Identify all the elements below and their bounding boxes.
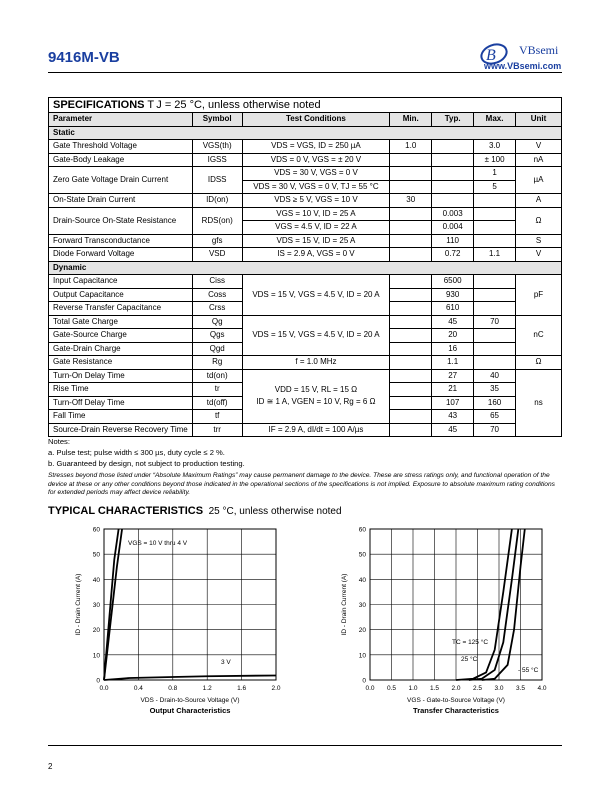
- y-tick-label: 40: [92, 576, 100, 584]
- chart-annotation: VGS = 10 V thru 4 V: [128, 540, 188, 547]
- specifications-table: [48, 97, 562, 437]
- y-axis-label: ID - Drain Current (A): [75, 573, 82, 636]
- x-tick-label: 0.5: [386, 685, 397, 692]
- table-row: Gate-Source Charge Qgs 20: [49, 329, 562, 343]
- chart-title: Output Characteristics: [149, 706, 231, 715]
- y-tick-label: 50: [358, 551, 366, 559]
- y-tick-label: 0: [362, 677, 366, 685]
- y-tick-label: 60: [92, 526, 100, 534]
- dynamic-section-label: Dynamic: [49, 261, 562, 275]
- y-tick-label: 60: [358, 526, 366, 534]
- x-tick-label: 0.0: [365, 685, 375, 692]
- x-tick-label: 1.0: [408, 685, 418, 692]
- table-row: Gate Threshold Voltage VGS(th) VDS = VGS, ID = 250 µA 1.0 3.0 V: [49, 140, 562, 154]
- svg-text:B: B: [486, 47, 496, 64]
- table-row: Source-Drain Reverse Recovery Time trr IF = 2.9 A, dI/dt = 100 A/µs 45 70: [49, 423, 562, 437]
- x-tick-label: 2.0: [271, 685, 281, 692]
- y-tick-label: 10: [92, 652, 100, 660]
- switching-conditions: VDD = 15 V, RL = 15 Ω ID ≅ 1 A, VGEN = 10 V, Rg = 6 Ω: [242, 369, 390, 423]
- table-row: Input Capacitance Ciss VDS = 15 V, VGS = 4.5 V, ID = 20 A 6500 pF: [49, 275, 562, 289]
- x-axis-label: VDS - Drain-to-Source Voltage (V): [140, 697, 240, 704]
- spec-header-row: Parameter Symbol Test Conditions Min. Typ. Max. Unit: [49, 113, 562, 127]
- chart-annotation: 3 V: [221, 659, 231, 666]
- header-rule: [48, 72, 562, 73]
- x-tick-label: 3.5: [515, 685, 526, 692]
- table-row: Output Capacitance Coss 930: [49, 288, 562, 302]
- x-tick-label: 1.2: [202, 685, 212, 692]
- table-row: Diode Forward Voltage VSD IS = 2.9 A, VGS = 0 V 0.72 1.1 V: [49, 248, 562, 262]
- y-tick-label: 30: [358, 602, 366, 609]
- table-row: On-State Drain Current ID(on) VDS ≥ 5 V, VGS = 10 V 30 A: [49, 194, 562, 208]
- y-tick-label: 10: [358, 652, 366, 660]
- x-tick-label: 0.4: [133, 685, 143, 692]
- static-section-label: Static: [49, 126, 562, 140]
- table-row: Total Gate Charge Qg VDS = 15 V, VGS = 4.5 V, ID = 20 A 45 70 nC: [49, 315, 562, 329]
- series-line-2: [104, 675, 276, 680]
- x-axis-label: VGS - Gate-to-Source Voltage (V): [407, 697, 505, 704]
- logo-url[interactable]: www.VBsemi.com: [484, 61, 562, 71]
- table-row: VGS = 4.5 V, ID = 22 A 0.004: [49, 221, 562, 235]
- x-tick-label: 0.8: [168, 685, 178, 692]
- x-tick-label: 1.5: [429, 685, 440, 692]
- table-row: Fall Time tf 43 65: [49, 410, 562, 424]
- table-row: Gate Resistance Rg f = 1.0 MHz 1.1 Ω: [49, 356, 562, 370]
- table-row: Zero Gate Voltage Drain Current IDSS VDS = 30 V, VGS = 0 V 1 µA: [49, 167, 562, 181]
- notes: Notes: a. Pulse test; pulse width ≤ 300 µs, duty cycle ≤ 2 %. b. Guaranteed by design, not subject to production testing.: [48, 437, 245, 468]
- table-row: Rise Time tr 21 35: [49, 383, 562, 397]
- part-number: 9416M-VB: [48, 49, 120, 66]
- table-row: Forward Transconductance gfs VDS = 15 V, ID = 25 A 110 S: [49, 234, 562, 248]
- x-tick-label: 4.0: [537, 685, 547, 692]
- chart-annotation: TC = 125 °C: [452, 639, 489, 646]
- y-tick-label: 40: [358, 576, 366, 584]
- transfer-characteristics-chart: [318, 524, 562, 729]
- table-row: Gate-Drain Charge Qgd 16: [49, 342, 562, 356]
- spec-title: SPECIFICATIONS T J = 25 °C, unless otherwise noted: [49, 98, 562, 113]
- y-tick-label: 20: [358, 627, 366, 635]
- footer-rule: [48, 745, 562, 746]
- disclaimer: Stresses beyond those listed under “Absolute Maximum Ratings” may cause permanent damage to the device. These are stress ratings only, and functional operation of the device at these or any other conditions beyond those indicated in the operational sections of the specifications is not implied. Exposure to absolute maximum rating conditions for extended periods may affect device reliability.: [48, 472, 555, 497]
- table-row: Drain-Source On-State Resistance RDS(on) VGS = 10 V, ID = 25 A 0.003 Ω: [49, 207, 562, 221]
- chart-annotation: 25 °C: [461, 656, 478, 663]
- x-tick-label: 1.6: [237, 685, 247, 692]
- typical-characteristics-heading: TYPICAL CHARACTERISTICS 25 °C, unless otherwise noted: [48, 505, 342, 517]
- x-tick-label: 0.0: [99, 685, 109, 692]
- x-tick-label: 3.0: [494, 685, 504, 692]
- table-row: VDS = 30 V, VGS = 0 V, TJ = 55 °C 5: [49, 180, 562, 194]
- table-row: Turn-Off Delay Time td(off) 107 160: [49, 396, 562, 410]
- table-row: Gate-Body Leakage IGSS VDS = 0 V, VGS = ± 20 V ± 100 nA: [49, 153, 562, 167]
- table-row: Turn-On Delay Time td(on) VDD = 15 V, RL = 15 Ω ID ≅ 1 A, VGEN = 10 V, Rg = 6 Ω 27 40 ns: [49, 369, 562, 383]
- logo-name: VBsemi: [519, 43, 559, 57]
- y-tick-label: 20: [92, 627, 100, 635]
- chart-title: Transfer Characteristics: [413, 706, 499, 715]
- y-tick-label: 0: [96, 677, 100, 685]
- x-tick-label: 2.5: [472, 685, 483, 692]
- x-tick-label: 2.0: [451, 685, 461, 692]
- y-tick-label: 30: [92, 602, 100, 609]
- y-axis-label: ID - Drain Current (A): [341, 573, 348, 636]
- table-row: Reverse Transfer Capacitance Crss 610: [49, 302, 562, 316]
- y-tick-label: 50: [92, 551, 100, 559]
- chart-annotation: - 55 °C: [518, 667, 539, 674]
- page-number: 2: [48, 762, 53, 771]
- output-characteristics-chart: [48, 524, 298, 729]
